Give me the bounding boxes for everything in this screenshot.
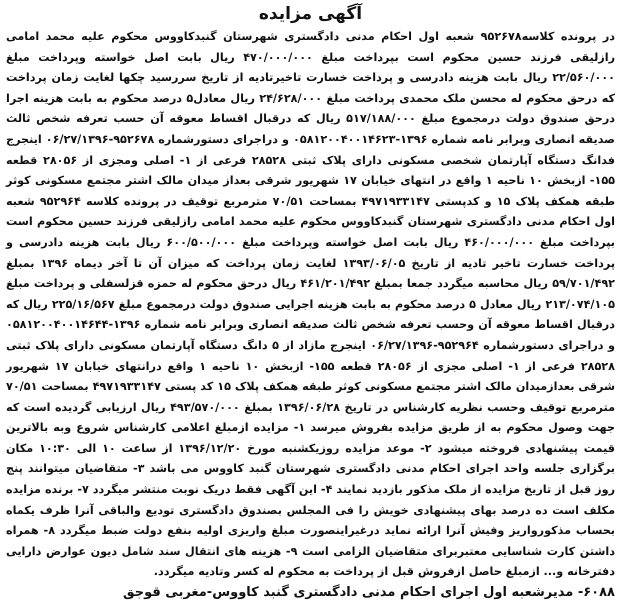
notice-body: در پرونده کلاسه۹۵۲۶۷۸ شعبه اول احکام مدنی دادگستری شهرستان گنبدکاووس محکوم علیه محمد امامی رازلیقی فرزند حسین محکوم است بپرداخت مبلغ ۴۷۰/۰۰۰/۰۰۰ ریال بابت اصل خواسته وپرداخت مبلغ ۲۲/۵۶۰/۰۰۰ ریال بابت هزینه دادرسی و پرداخت خسارت تاخیرتادیه از تاریخ سررسید چکها لغایت زمان پرداخت که درحق محکوم له محسن ملک محمدی پرداخت مبلغ ۲۴/۶۲۸/۰۰۰ ریال معادل۵ درصد محکوم به بابت هزینه اجرا درحق صندوق دولت درمجموع مبلغ ۵۱۷/۱۸۸/۰۰۰ ریال که درقبال اقساط معوقه آن حسب تعرفه شخص ثالث صدیقه انصاری وبرابر نامه شماره ۱۳۹۶-۰۵۸۱۲۰۰۴۰۰۱۴۶۲۳ و دراجرای دستورشماره ۹۵۲۶۷۸-۰۶/۲۷/۱۳۹۶ اینجرج فدانگ دستگاه آپارتمان شخصی مسکونی دارای پلاک ثبتی ۲۸۵۲۸ فرعی از ۱- اصلی ومجزی از ۲۸۰۵۶ قطعه ۱۵۵- ازبخش ۱۰ ناحیه ۱ واقع در انتهای خیابان ۱۷ شهریور شرقی بعداز میدان مالک اشتر مجتمع مسکونی کوثر طبقه همکف پلاک ۱۵ و کدپستی ۴۹۷۱۹۳۳۱۴۷ بمساحت ۷۰/۵۱ مترمربع توقیف در پرونده کلاسه ۹۵۲۹۶۴ شعبه اول احکام مدنی دادگستری شهرستان گنبدکاووس محکوم علیه محمد امامی رازلیقی فرزند حسین محکوم است بپرداخت مبلغ ۴۶۰/۰۰۰/۰۰۰ ریال بابت اصل خواسته وپرداخت مبلغ ۶۰۰/۵۰۰/۰۰۰ ریال بابت هزینه دادرسی و پرداخت خسارت تاخیر تادیه از تاریخ ۱۳۹۳/۰۶/۰۵ لغایت زمان پرداخت که میزان آن تا آخر دیماه ۱۳۹۶ بمبلغ ۵۹/۷۰۱/۴۹۲ ریال محاسبه میگردد جمعا بمبلغ ۴۶۱/۲۰۱/۴۹۲ ریال درحق محکوم له حمزه قزلسفلی و پرداخت مبلغ ۲۱۳/۰۷۴/۱۰۵ ریال معادل ۵ درصد محکوم به بابت هزینه اجرایی صندوق دولت درمجموع مبلغ ۲۲۵/۱۶/۵۶۷ ریال که درقبال اقساط معوقه آن وحسب تعرفه شخص ثالث صدیقه انصاری وبرابر نامه شماره ۱۳۹۶-۰۵۸۱۲۰۰۴۰۰۱۴۶۴۴ و دراجرای دستورشماره ۹۵۲۹۶۴-۰۶/۲۷/۱۳۹۶ اینجرج مازاد از ۵ دانگ دستگاه آپارتمان مسکونی دارای پلاک ثبتی ۲۸۵۲۸ فرعی از ۱- اصلی مجزی از ۲۸۰۵۶ قطعه ۱۵۵- ازبخش ۱۰ ناحیه ۱ واقع درانتهای خیابان ۱۷ شهریور شرقی بعدازمیدان مالک اشتر مجتمع مسکونی کوثر طبقه همکف پلاک ۱۵ کد پستی ۴۹۷۱۹۳۳۱۴۷ بمساحت ۷۰/۵۱ مترمربع توقیف وحسب نظریه کارشناس در تاریخ ۱۳۹۶/۰۶/۲۸ بمبلغ ۴۹۳/۵۷۰/۰۰۰ ریال ارزیابی گردیده است که جهت وصول محکوم به از طریق مزایده بفروش میرسد ۱- مزایده ازمبلغ اعلامی کارشناس شروع وبه بالاترین قیمت پیشنهادی فروخته میشود ۲- موعد مزایده روزیکشنبه مورخ ۱۳۹۶/۱۲/۲۰ از ساعت ۱۰ الی ۱۰:۳۰ مکان برگزاری جلسه واحد اجرای احکام مدنی دادگستری شهرستان گنبد کاووس می باشد ۳- متقاضیان میتوانند پنج روز قبل از تاریخ مزایده از ملک مذکور بازدید نمایند ۴- این آگهی فقط دریک نوبت منتشر میگردد ۷- برنده مزایده مکلف است ده درصد بهای پیشنهادی خویش را فی المجلس بصندوق دادگستری تودیع والباقی آنرا ظرف یکماه بحساب مذکورواریز وفیش آنرا ارائه نماید درغیراینصورت مبلغ واریزی اولیه بنفع دولت ضبط میگردد ۸- همراه داشتن کارت شناسایی معتبربرای متقاضیان الزامی است ۹- هزینه های انتقال سند شامل دیون عوارض دارایی دفترخانه و... ازمبلغ حاصل ازفروش قبل از پرداخت به محکوم له کسر وتادیه میگردد. [6, 30, 616, 579]
notice-title: آگهی مزایده [258, 4, 363, 24]
notice-signature: ۶۰۸۸- مدیرشعبه اول اجرای احکام مدنی دادگستری گنبد کاووس-مغربی قوجق [123, 585, 615, 601]
